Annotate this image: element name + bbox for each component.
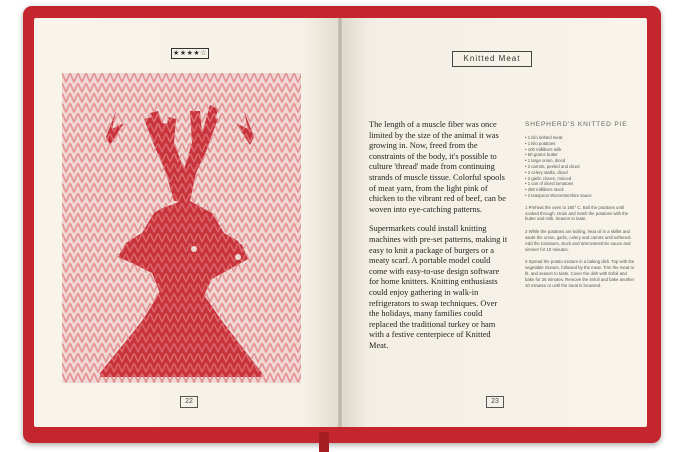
book-gutter (338, 18, 342, 427)
article-body (369, 120, 509, 360)
ingredient-item: • 2 carrots, peeled and diced (525, 164, 635, 170)
recipe-title: SHEPHERD'S KNITTED PIE (525, 121, 628, 128)
ingredient-item: • 60 grams butter (525, 152, 635, 158)
ingredient-list (525, 135, 635, 199)
recipe-step-2: 2 While the potatoes are boiling, heat oil in a skillet and sauté the onion, garlic, celery and carrots until softened. Add the tomatoes, stock and Worcestershire sauce and simmer for 10 minutes. (525, 229, 632, 252)
ingredient-item: • 1 can of diced tomatoes (525, 181, 635, 187)
ingredient-item: • 1 kilo potatoes (525, 141, 635, 147)
ingredient-item: • 100 milliliters milk (525, 147, 635, 153)
ingredient-item: • 1 large onion, diced (525, 158, 635, 164)
ingredient-item: • 2 garlic cloves, minced (525, 176, 635, 182)
article-paragraph-2: Supermarkets could install knitting machines with pre-set patterns, making it easy to knit a package of burgers or a meaty scarf. A portable model could come with easy-to-use design software for home knitters. Knitting enthusiasts could enjoy gathering in walk-in refrigerators to swap techniques. Over the holidays, many families could replaced the traditional turkey or ham with a festive centerpiece of Knitted Meat. (369, 224, 508, 350)
article-paragraph-1: The length of a muscle fiber was once limited by the size of the animal it was growing in. Now, freed from the constraints of the body, it's possible to culture 'thread' made from continuing strands of muscle tissue. Colorful spools of meat yarn, from the light pink of chicken to the vibrant red of beef, can be woven into eye-catching patterns. (369, 120, 506, 214)
recipe-step-1: 1 Preheat the oven to 160° C. Boil the potatoes until cooked through. Drain and mash the potatoes with the butter and milk. Season to taste. (525, 204, 629, 222)
page-number-left: 22 (180, 396, 198, 408)
ingredient-item: • 2 celery stalks, diced (525, 170, 635, 176)
chapter-title: Knitted Meat (452, 51, 532, 67)
knitted-reindeer-illustration (62, 73, 301, 383)
page-number-right: 23 (486, 396, 504, 408)
recipe-step-3: 3 Spread the potato mixture in a baking dish. Top with the vegetable mixture, followed by the meat. Trim the meat to fit, and season to taste. Cover the dish with tinfoil and bake for 25 minutes. Remove the tinfoil and bake another 10 minutes or until the meat is browned. (525, 259, 635, 288)
rating-stars: ★★★★☆ (171, 48, 209, 59)
ingredient-item: • 1 kilo knitted meat (525, 135, 635, 141)
bookmark-ribbon (319, 432, 329, 452)
ingredient-item: • 250 milliliters stock (525, 187, 635, 193)
ingredient-item: • 2 teaspoon Worcestershire sauce (525, 193, 635, 199)
recipe-box (525, 121, 635, 295)
